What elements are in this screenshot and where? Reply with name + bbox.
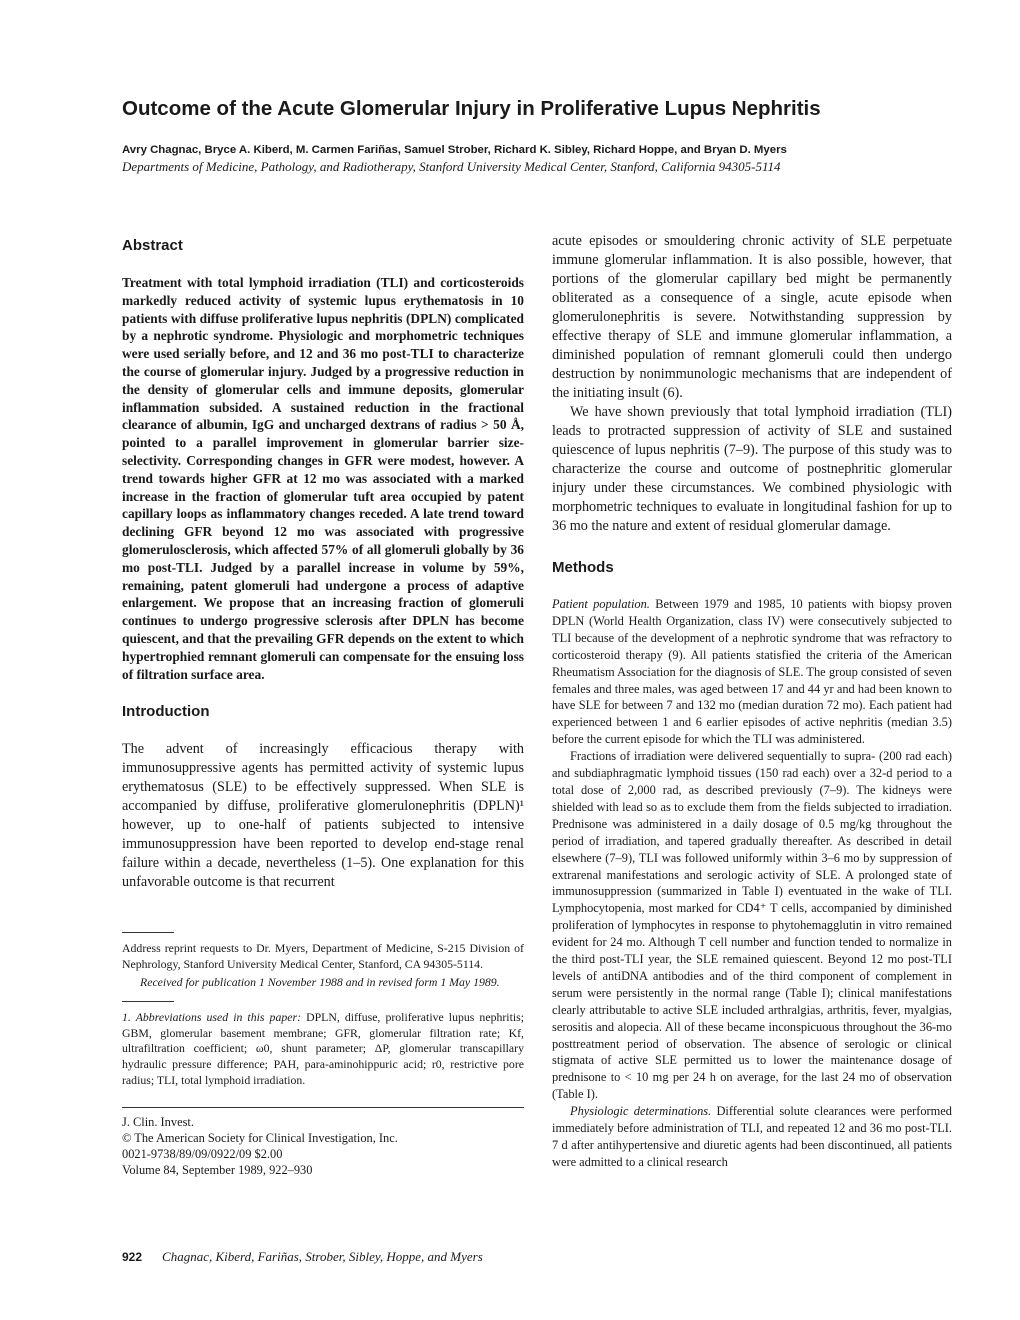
- introduction-paragraph-1: The advent of increasingly efficacious therapy with immunosuppressive agents has permitted activity of systemic lupus erythematosus (SLE) to be effectively suppressed. When SLE is accompanied by diffuse, proliferative glomerulonephritis (DPLN)¹ however, up to one-half of patients subjected to intensive immunosuppression have been reported to develop end-stage renal failure within a decade, nevertheless (1–5). One explanation for this unfavorable outcome is that recurrent: [122, 741, 524, 891]
- page-number: 922: [122, 1250, 143, 1264]
- introduction-paragraph-2: We have shown previously that total lymphoid irradiation (TLI) leads to protracted suppression of activity of SLE and sustained quiescence of lupus nephritis (7–9). The purpose of this study was to characterize the course and outcome of postnephritic glomerular injury under these circumstances. We combined physiologic with morphometric techniques to evaluate in longitudinal fashion for up to 36 mo the nature and extent of residual glomerular damage.: [552, 404, 952, 534]
- abbreviations-footnote: [122, 1010, 524, 1089]
- right-column: [552, 232, 952, 1171]
- physiologic-determinations-text: Differential solute clearances were performed immediately before administration of TLI, and repeated 12 and 36 mo post-TLI. 7 d after antihypertensive and diuretic agents had been discontinued, all patients were admitted to a clinical research: [552, 1104, 952, 1169]
- abbreviations-rule: [122, 1001, 174, 1002]
- physiologic-determinations-lead: Physiologic determinations.: [570, 1104, 712, 1119]
- issn-line: 0021-9738/89/09/0922/09 $2.00: [122, 1147, 283, 1162]
- volume-line: Volume 84, September 1989, 922–930: [122, 1163, 313, 1178]
- left-column: [122, 232, 524, 1179]
- methods-paragraph-3: [552, 1103, 952, 1171]
- abbreviations-lead: 1. Abbreviations used in this paper:: [122, 1009, 301, 1024]
- abstract-text: Treatment with total lymphoid irradiation (TLI) and corticosteroids markedly reduced activity of systemic lupus erythematosis in 10 patients with diffuse proliferative lupus nephritis (DPLN) complicated by a nephrotic syndrome. Physiologic and morphometric techniques were used serially before, and 12 and 36 mo post-TLI to characterize the course of glomerular injury. Judged by a progressive reduction in the density of glomerular cells and immune deposits, glomerular inflammation subsided. A sustained reduction in the fractional clearance of albumin, IgG and uncharged dextrans of radius > 50 Å, pointed to a parallel improvement in glomerular barrier size-selectivity. Corresponding changes in GFR were modest, however. A trend towards higher GFR at 12 mo was associated with a marked increase in the fraction of glomerular tuft area occupied by patent capillary loops as inflammatory changes receded. A late trend toward declining GFR beyond 12 mo was associated with progressive glomerulosclerosis, which affected 57% of all glomeruli globally by 36 mo post-TLI. Judged by a parallel increase in volume by 59%, remaining, patent glomeruli had undergone a process of adaptive enlargement. We propose that an increasing fraction of glomeruli continues to undergo progressive sclerosis after DPLN has become quiescent, and that the prevailing GFR depends on the extent to which hypertrophied remnant glomeruli can compensate for the ensuing loss of filtration surface area.: [122, 275, 524, 682]
- patient-population-lead: Patient population.: [552, 597, 650, 611]
- article-title: Outcome of the Acute Glomerular Injury in Proliferative Lupus Nephritis: [122, 97, 821, 120]
- abbreviations-text: DPLN, diffuse, proliferative lupus nephritis; GBM, glomerular basement membrane; GFR, glomerular filtration rate; Kf, ultrafiltration coefficient; ω0, shunt parameter; ΔP, glomerular transcapillary hydraulic pressure difference; PAH, para-aminohippuric acid; r0, restrictive pore radius; TLI, total lymphoid irradiation.: [122, 1009, 524, 1087]
- page-footer: [122, 1248, 722, 1266]
- introduction-paragraph-1-continued: acute episodes or smouldering chronic activity of SLE perpetuate immune glomerular inflammation. It is also possible, however, that portions of the glomerular capillary bed might be permanently obliterated as a consequence of a single, acute episode when glomerulonephritis is severe. Notwithstanding suppression by effective therapy of SLE and immune glomerular inflammation, a diminished population of remnant glomeruli could then undergo destruction by nonimmunologic mechanisms that are independent of the initiating insult (6).: [552, 233, 952, 401]
- patient-population-text: Between 1979 and 1985, 10 patients with biopsy proven DPLN (World Health Organization, class IV) were consecutively subjected to TLI because of the development of a nephrotic syndrome that was refractory to corticosteroid therapy (9). All patients statisfied the criteria of the American Rheumatism Association for the diagnosis of SLE. The group consisted of seven females and three males, was aged between 17 and 44 yr and had been known to have SLE for between 7 and 132 mo (median duration 72 mo). Each patient had experienced between 1 and 6 earlier episodes of active nephritis (median 3.5) before the current episode for which the TLI was administered.: [552, 597, 952, 747]
- methods-heading: Methods: [552, 559, 614, 576]
- author-list: Avry Chagnac, Bryce A. Kiberd, M. Carmen Fariñas, Samuel Strober, Richard K. Sibley, Richard Hoppe, and Bryan D. Myers: [122, 144, 787, 156]
- received-footnote: Received for publication 1 November 1988 and in revised form 1 May 1989.: [140, 974, 500, 989]
- methods-paragraph-2: Fractions of irradiation were delivered sequentially to supra- (200 rad each) and subdiaphragmatic lymphoid tissues (150 rad each) over a 32-d period to a total dose of 2,000 rad, as described previously (7–9). The kidneys were shielded with lead so as to exclude them from the fields subjected to irradiation. Prednisone was administered in a daily dosage of 0.5 mg/kg throughout the period of irradiation, and tapered gradually thereafter. As described in detail elsewhere (7–9), TLI was followed uniformly within 3–6 mo by suppression of extrarenal manifestations and serologic activity of SLE. A prolonged state of immunosuppression (summarized in Table I) eventuated in the wake of TLI. Lymphocytopenia, most marked for CD4⁺ T cells, accompanied by diminished proliferation of lymphocytes in response to phytohemagglutin in vitro remained evident for 24 mo. Although T cell number and function tended to normalize in the third post-TLI year, the SLE remained quiescent. Beyond 12 mo post-TLI levels of antiDNA antibodies and of the third component of complement in serum were persistently in the normal range (Table I); clinical manifestations clearly attributable to active SLE included arthralgias, arthritis, fever, myalgias, serositis and alopecia. All of these became inconspicuous throughout the 36-mo posttreatment period of observation. The absence of serologic or clinical stigmata of active SLE permitted us to lower the maintenance dosage of prednisone to < 10 mg per 24 h on average, for the last 24 mo of observation (Table I).: [552, 749, 952, 1102]
- copyright-line: © The American Society for Clinical Investigation, Inc.: [122, 1130, 398, 1145]
- methods-paragraph-1: [552, 596, 952, 748]
- journal-name: J. Clin. Invest.: [122, 1114, 194, 1129]
- publication-rule: [122, 1107, 524, 1108]
- running-head: Chagnac, Kiberd, Fariñas, Strober, Sibley, Hoppe, and Myers: [162, 1249, 483, 1264]
- abstract-heading: Abstract: [122, 237, 183, 254]
- introduction-heading: Introduction: [122, 703, 210, 721]
- affiliation: Departments of Medicine, Pathology, and Radiotherapy, Stanford University Medical Center, Stanford, California 94305-5114: [122, 159, 781, 174]
- reprint-footnote: Address reprint requests to Dr. Myers, Department of Medicine, S-215 Division of Nephrology, Stanford University Medical Center, Stanford, CA 94305-5114.: [122, 941, 524, 972]
- footnote-rule: [122, 932, 174, 933]
